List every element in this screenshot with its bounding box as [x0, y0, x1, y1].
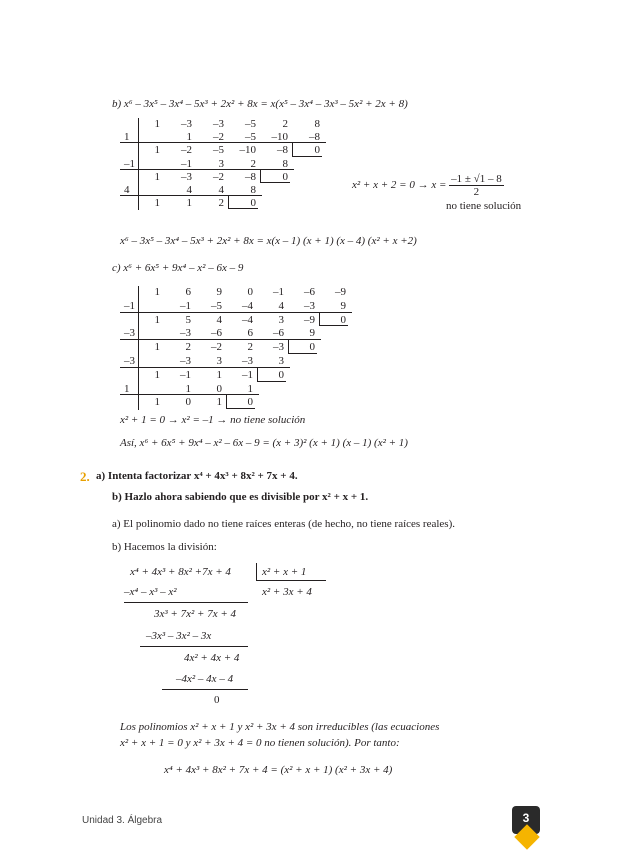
- ruffini-result: 0: [247, 396, 253, 409]
- ruffini-root: 1: [124, 131, 130, 144]
- ruffini-hline: [120, 367, 290, 368]
- ruffini-product: 8: [250, 184, 256, 196]
- ruffini-product: 3: [216, 355, 222, 367]
- ruffini-result: –8: [245, 170, 256, 183]
- ruffini-product: –5: [245, 131, 256, 144]
- ruffini-product: 3: [218, 157, 224, 170]
- division-line-6: 0: [214, 694, 220, 706]
- quadratic-b-text: x² + x + 2 = 0 → x =: [352, 179, 450, 192]
- ruffini-product: –6: [211, 327, 222, 340]
- ruffini-coef: 6: [185, 286, 191, 298]
- ruffini-coef: –5: [245, 118, 256, 130]
- ruffini-result: 1: [154, 341, 160, 354]
- ruffini-result: 1: [186, 197, 192, 210]
- ruffini-root: –3: [124, 355, 135, 367]
- ruffini-product: –5: [211, 299, 222, 312]
- ruffini-remainder-box: [319, 312, 320, 326]
- ruffini-product: –4: [242, 299, 253, 312]
- ruffini-product: –3: [304, 299, 315, 312]
- ruffini-remainder-box: [260, 169, 261, 182]
- ruffini-result: 1: [154, 170, 160, 183]
- fraction-numerator: –1 ± √1 – 8: [451, 173, 502, 185]
- ruffini-product: 4: [278, 299, 284, 312]
- statement-c: c) x⁶ + 6x⁵ + 9x⁴ – x² – 6x – 9: [112, 262, 244, 274]
- ruffini-result: 1: [154, 144, 160, 157]
- ruffini-result: 2: [218, 197, 224, 210]
- ruffini-result: –3: [181, 170, 192, 183]
- division-line-2: 3x³ + 7x² + 7x + 4: [154, 608, 237, 620]
- ruffini-remainder-box: [226, 394, 227, 408]
- page-number: 3: [522, 811, 530, 825]
- ruffini-result: 1: [216, 368, 222, 381]
- ruffini-coef: –1: [273, 286, 284, 298]
- division-divisor: x² + x + 1: [262, 566, 307, 578]
- ruffini-coef: –3: [213, 118, 224, 130]
- ruffini-result: 0: [250, 197, 256, 210]
- division-rule-3: [162, 689, 248, 690]
- ruffini-product: 9: [340, 299, 346, 312]
- ruffini-product: –1: [181, 157, 192, 170]
- answer-a: a) El polinomio dado no tiene raíces enteras (de hecho, no tiene raíces reales).: [112, 518, 455, 530]
- ruffini-hline: [120, 394, 259, 395]
- ruffini-product: 9: [309, 327, 315, 340]
- ruffini-product: 3: [278, 355, 284, 367]
- line2-c: Así, x⁶ + 6x⁵ + 9x⁴ – x² – 6x – 9 = (x + 3)² (x + 1) (x – 1) (x² + 1): [120, 437, 408, 449]
- ruffini-result: 3: [278, 313, 284, 326]
- ruffini-coef: 0: [247, 286, 253, 298]
- ruffini-result: –8: [277, 144, 288, 157]
- answer-b: b) Hacemos la división:: [112, 541, 217, 553]
- division-rule-2: [140, 646, 248, 647]
- division-hline: [256, 580, 326, 581]
- ruffini-root: –1: [124, 299, 135, 312]
- ruffini-result: –10: [239, 144, 256, 157]
- ruffini-product: 1: [247, 382, 253, 395]
- quadratic-b: [352, 173, 504, 198]
- ruffini-result: 0: [340, 313, 346, 326]
- ruffini-result: –3: [273, 341, 284, 354]
- ruffini-product: 1: [185, 382, 191, 395]
- division-dividend: x⁴ + 4x³ + 8x² +7x + 4: [130, 566, 231, 578]
- conclusion-2: x² + x + 1 = 0 y x² + 3x + 4 = 0 no tienen solución). Por tanto:: [120, 737, 400, 749]
- ruffini-result: –1: [242, 368, 253, 381]
- division-line-4: 4x² + 4x + 4: [184, 652, 240, 664]
- ruffini-product: –3: [242, 355, 253, 367]
- ruffini-root: 4: [124, 184, 130, 196]
- ruffini-result: 0: [278, 368, 284, 381]
- result-b: x⁶ – 3x⁵ – 3x⁴ – 5x³ + 2x² + 8x = x(x – 1) (x + 1) (x – 4) (x² + x +2): [120, 235, 417, 247]
- ruffini-result: –4: [242, 313, 253, 326]
- fraction-denominator: 2: [473, 186, 480, 198]
- ruffini-coef: –6: [304, 286, 315, 298]
- division-line-5: –4x² – 4x – 4: [176, 673, 234, 685]
- ruffini-result: 1: [216, 396, 222, 409]
- ruffini-remainder-underline: [319, 325, 348, 326]
- ruffini-root: –3: [124, 327, 135, 340]
- ruffini-result: –2: [181, 144, 192, 157]
- ruffini-product: 2: [250, 157, 256, 170]
- ruffini-coef: 1: [154, 286, 160, 298]
- ruffini-result: 4: [216, 313, 222, 326]
- ruffini-product: –2: [213, 131, 224, 144]
- division-line-1: –x⁴ – x³ – x²: [124, 586, 177, 598]
- ruffini-result: 5: [185, 313, 191, 326]
- final-result: x⁴ + 4x³ + 8x² + 7x + 4 = (x² + x + 1) (x² + 3x + 4): [164, 764, 393, 776]
- ruffini-product: –8: [309, 131, 320, 144]
- ruffini-coef: 2: [282, 118, 288, 130]
- conclusion-1: Los polinomios x² + x + 1 y x² + 3x + 4 son irreducibles (las ecuaciones: [120, 721, 440, 733]
- exercise-b-title: b) Hazlo ahora sabiendo que es divisible por x² + x + 1.: [112, 491, 369, 503]
- ruffini-root: –1: [124, 157, 135, 170]
- ruffini-product: –6: [273, 327, 284, 340]
- ruffini-result: 0: [309, 341, 315, 354]
- ruffini-result: –5: [213, 144, 224, 157]
- ruffini-remainder-underline: [228, 208, 258, 209]
- ruffini-product: 0: [216, 382, 222, 395]
- ruffini-product: –1: [180, 299, 191, 312]
- footer-unit: Unidad 3. Álgebra: [82, 815, 163, 826]
- line1-c: x² + 1 = 0 → x² = –1 → no tiene solución: [120, 414, 306, 426]
- ruffini-remainder-underline: [288, 353, 317, 354]
- ruffini-result: 1: [154, 396, 160, 409]
- ruffini-remainder-box: [288, 339, 289, 353]
- ruffini-result: 1: [154, 197, 160, 210]
- division-vline: [256, 563, 257, 581]
- ruffini-result: 1: [154, 368, 160, 381]
- ruffini-hline: [120, 195, 262, 196]
- ruffini-result: 0: [314, 144, 320, 157]
- statement-b: b) x⁶ – 3x⁵ – 3x⁴ – 5x³ + 2x² + 8x = x(x⁵ – 3x⁴ – 3x³ – 5x² + 2x + 8): [112, 98, 408, 110]
- ruffini-result: 2: [247, 341, 253, 354]
- division-quotient: x² + 3x + 4: [262, 586, 312, 598]
- quadratic-fraction: [449, 173, 504, 198]
- ruffini-result: 2: [185, 341, 191, 354]
- ruffini-remainder-underline: [292, 156, 322, 157]
- ruffini-remainder-underline: [260, 182, 290, 183]
- ruffini-coef: –3: [181, 118, 192, 130]
- ruffini-coef: –9: [335, 286, 346, 298]
- ruffini-remainder-box: [257, 367, 258, 381]
- ruffini-remainder-underline: [257, 381, 286, 382]
- division-line-3: –3x³ – 3x² – 3x: [146, 630, 212, 642]
- ruffini-remainder-box: [228, 195, 229, 208]
- ruffini-result: 0: [282, 170, 288, 183]
- ruffini-product: 8: [282, 157, 288, 170]
- ruffini-product: –10: [271, 131, 288, 144]
- ruffini-remainder-underline: [226, 408, 255, 409]
- ruffini-coef: 9: [216, 286, 222, 298]
- ruffini-result: 1: [154, 313, 160, 326]
- ruffini-result: –9: [304, 313, 315, 326]
- ruffini-vline: [138, 286, 139, 410]
- ruffini-remainder-box: [292, 142, 293, 155]
- ruffini-hline: [120, 169, 294, 170]
- ruffini-result: –2: [213, 170, 224, 183]
- ruffini-product: –3: [180, 327, 191, 340]
- ruffini-root: 1: [124, 382, 130, 395]
- ruffini-hline: [120, 339, 321, 340]
- ruffini-product: 6: [247, 327, 253, 340]
- ruffini-product: 1: [186, 131, 192, 144]
- exercise-a-title: a) Intenta factorizar x⁴ + 4x³ + 8x² + 7x + 4.: [96, 470, 298, 482]
- no-solution-b: no tiene solución: [446, 200, 522, 212]
- ruffini-result: 0: [185, 396, 191, 409]
- ruffini-hline: [120, 312, 352, 313]
- ruffini-product: 4: [186, 184, 192, 196]
- ruffini-result: –2: [211, 341, 222, 354]
- ruffini-hline: [120, 142, 326, 143]
- division-rule-1: [124, 602, 248, 603]
- exercise-number: 2.: [80, 469, 90, 484]
- ruffini-product: 4: [218, 184, 224, 196]
- ruffini-result: –1: [180, 368, 191, 381]
- ruffini-vline: [138, 118, 139, 210]
- ruffini-coef: 1: [154, 118, 160, 130]
- ruffini-coef: 8: [314, 118, 320, 130]
- ruffini-product: –3: [180, 355, 191, 367]
